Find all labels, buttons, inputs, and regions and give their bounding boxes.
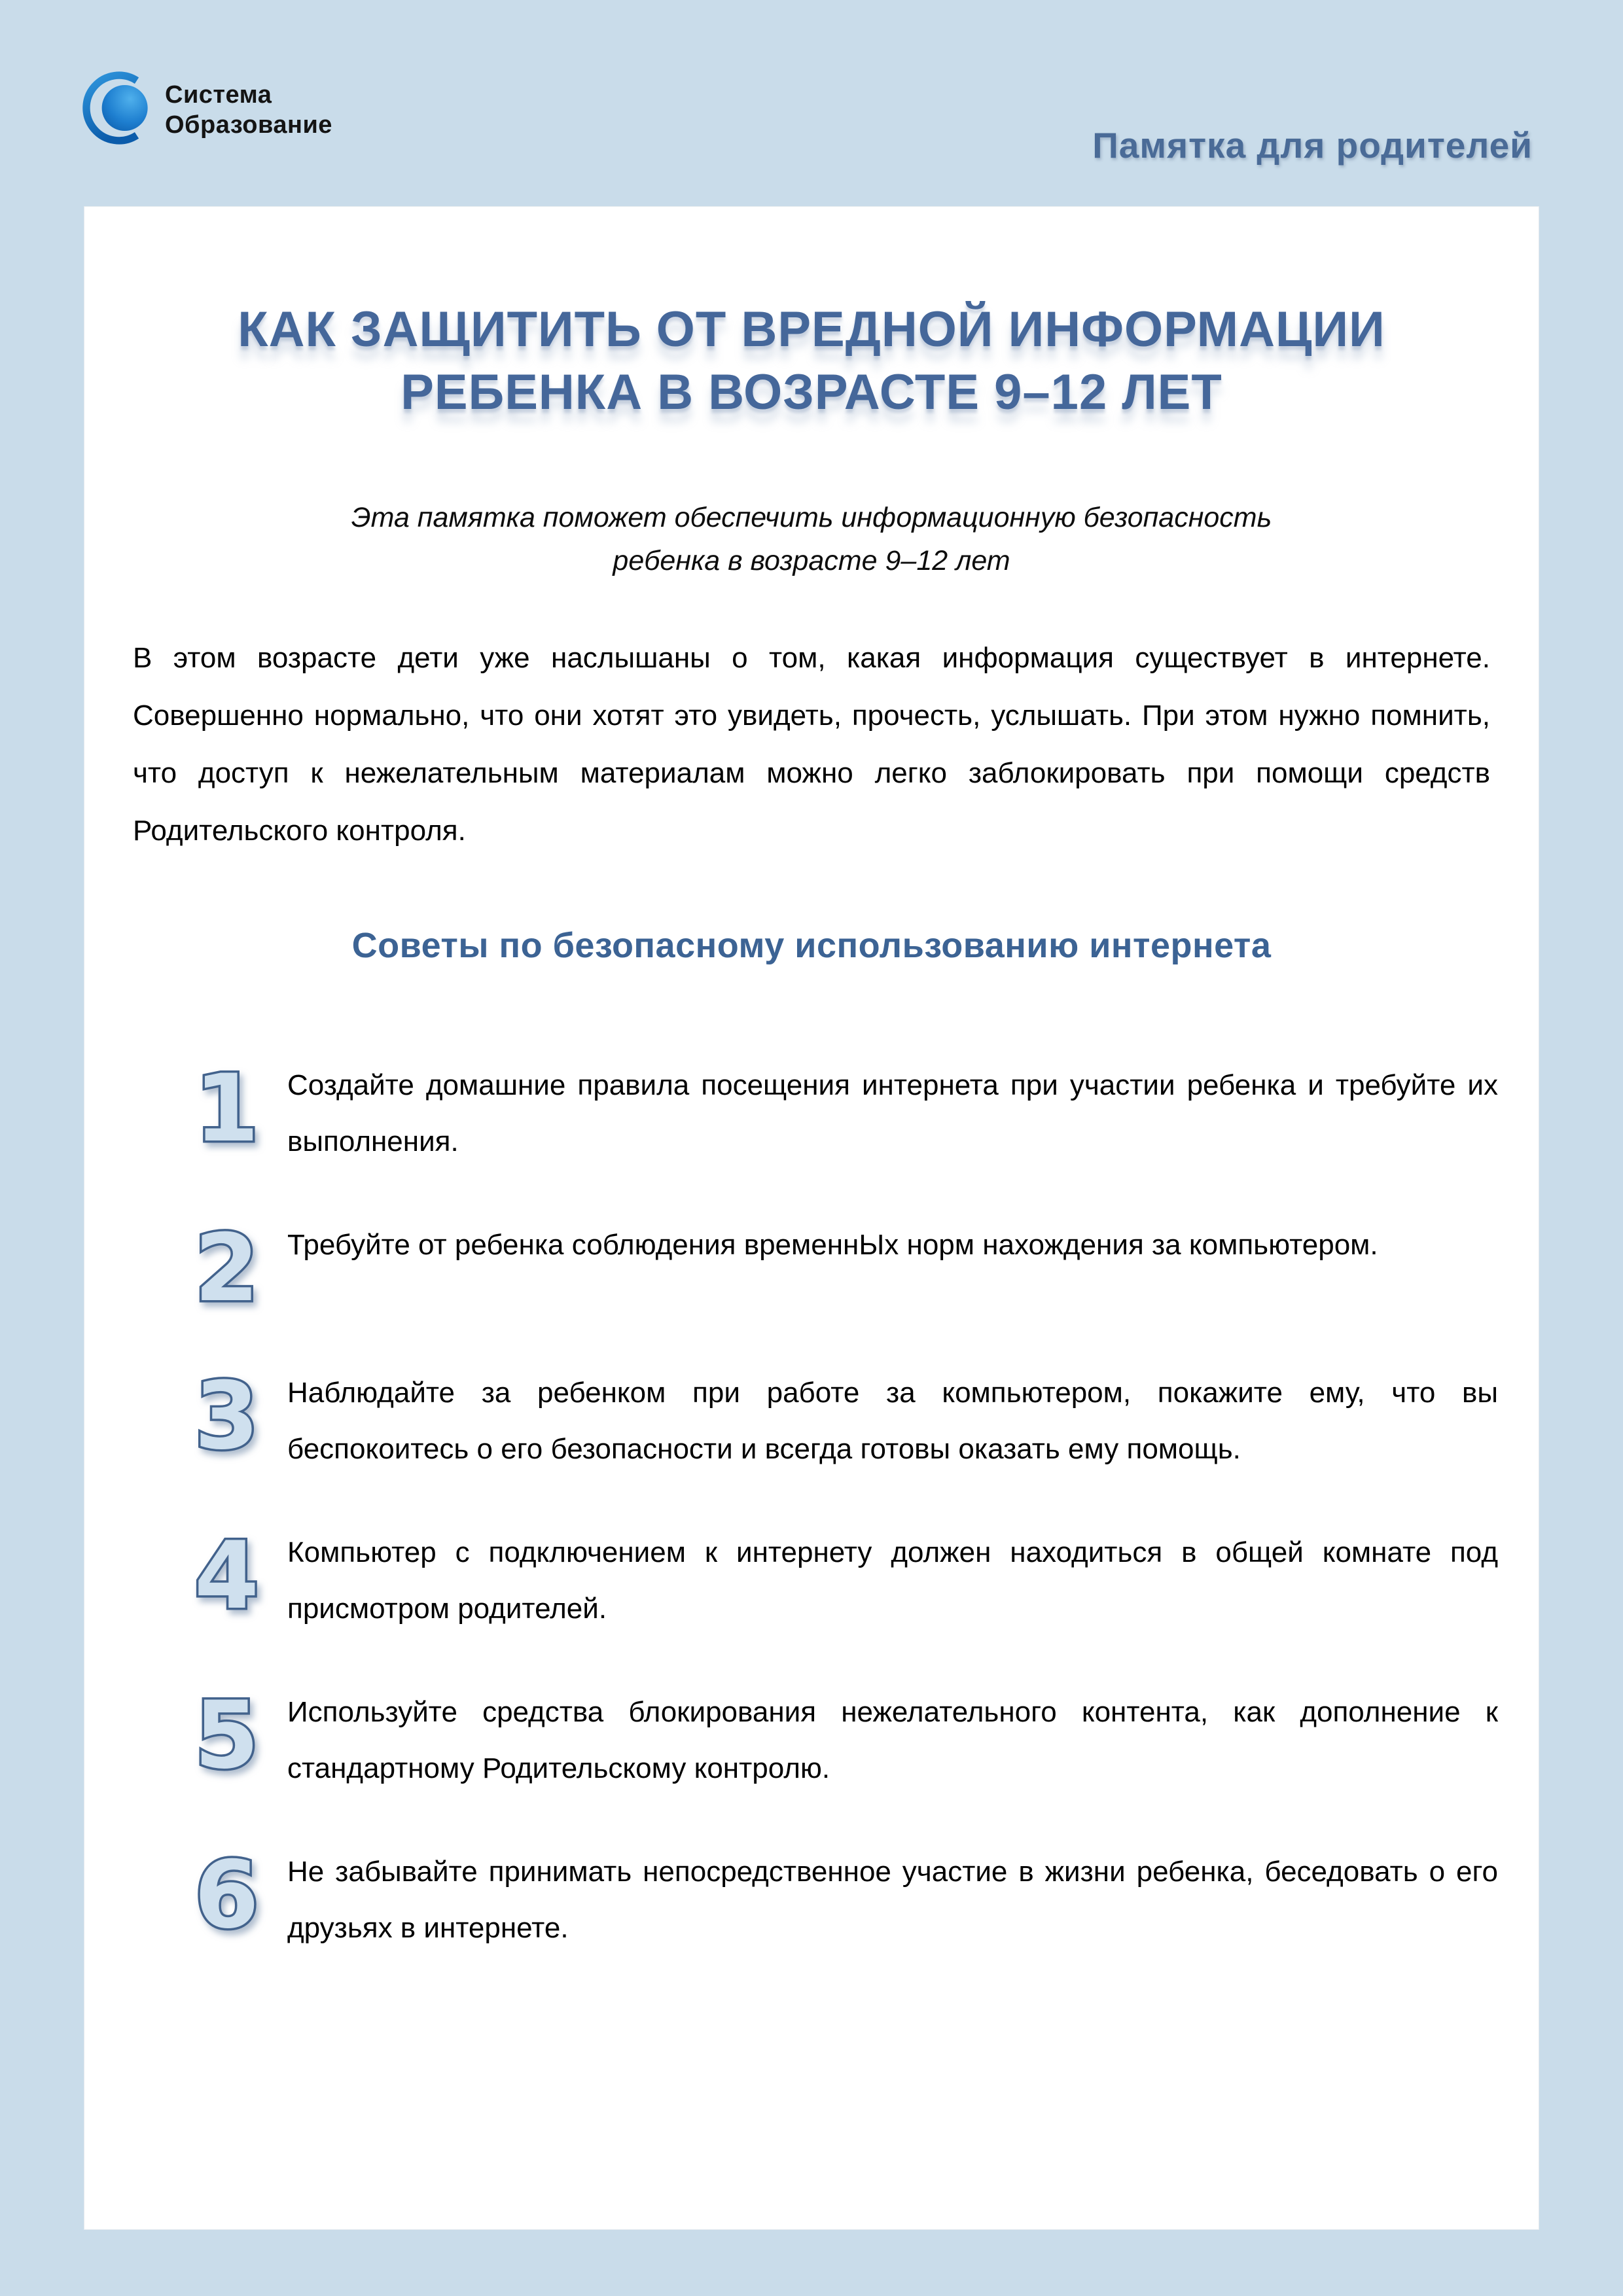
brand-logo: [82, 62, 332, 154]
tip-text-1: Создайте домашние правила посещения интернета при участии ребенка и требуйте их выполнения.: [287, 1069, 1498, 1157]
list-item: [194, 1522, 1498, 1637]
tip-text-5: Используйте средства блокирования нежелательного контента, как дополнение к стандартному Родительскому контролю.: [287, 1696, 1498, 1784]
document-title-line2: РЕБЕНКА В ВОЗРАСТЕ 9–12 ЛЕТ: [401, 364, 1222, 420]
tip-text-3: Наблюдайте за ребенком при работе за компьютером, покажите ему, что вы беспокоитесь о его безопасности и всегда готовы оказать ему помощь.: [287, 1377, 1498, 1465]
section-heading: Советы по безопасному использованию интернета: [351, 926, 1272, 965]
document-title: [84, 298, 1539, 424]
tip-number-1: 1: [194, 1055, 259, 1163]
tip-number-6: 6: [194, 1841, 259, 1949]
intro-paragraph: В этом возрасте дети уже наслышаны о том, какая информация существует в интернете. Совершенно нормально, что они хотят это увидеть, прочесть, услышать. При этом нужно помнить, что доступ к нежелательным материалам можно легко заблокировать при помощи средств Родительского контроля.: [133, 642, 1490, 847]
list-item: [194, 1684, 1498, 1797]
memo-label: Памятка для родителей: [1092, 125, 1533, 166]
tip-number-5: 5: [194, 1682, 259, 1790]
brand-name-line1: Система: [165, 81, 272, 109]
tips-list: [84, 1057, 1539, 1956]
document-subtitle-line2: ребенка в возрасте 9–12 лет: [613, 545, 1010, 576]
tip-number-3: 3: [194, 1362, 259, 1470]
list-item: [194, 1057, 1498, 1170]
tip-text-2: Требуйте от ребенка соблюдения временнЫх норм нахождения за компьютером.: [287, 1229, 1378, 1261]
brand-name: [165, 80, 332, 140]
brand-name-line2: Образование: [165, 111, 332, 139]
page-header: [0, 0, 1623, 206]
document-title-line1: КАК ЗАЩИТИТЬ ОТ ВРЕДНОЙ ИНФОРМАЦИИ: [238, 302, 1385, 357]
document-subtitle-line1: Эта памятка поможет обеспечить информационную безопасность: [351, 502, 1272, 533]
tip-number-4: 4: [194, 1522, 259, 1630]
tip-number-2: 2: [194, 1214, 259, 1322]
tip-text-4: Компьютер с подключением к интернету должен находиться в общей комнате под присмотром родителей.: [287, 1536, 1498, 1625]
document-subtitle: [84, 496, 1539, 582]
list-item: [194, 1841, 1498, 1956]
tip-text-6: Не забывайте принимать непосредственное участие в жизни ребенка, беседовать о его друзьях в интернете.: [287, 1856, 1498, 1944]
globe-logo-icon: [82, 62, 151, 154]
document-card: [84, 206, 1539, 2230]
list-item: [194, 1362, 1498, 1477]
list-item: [194, 1214, 1498, 1322]
